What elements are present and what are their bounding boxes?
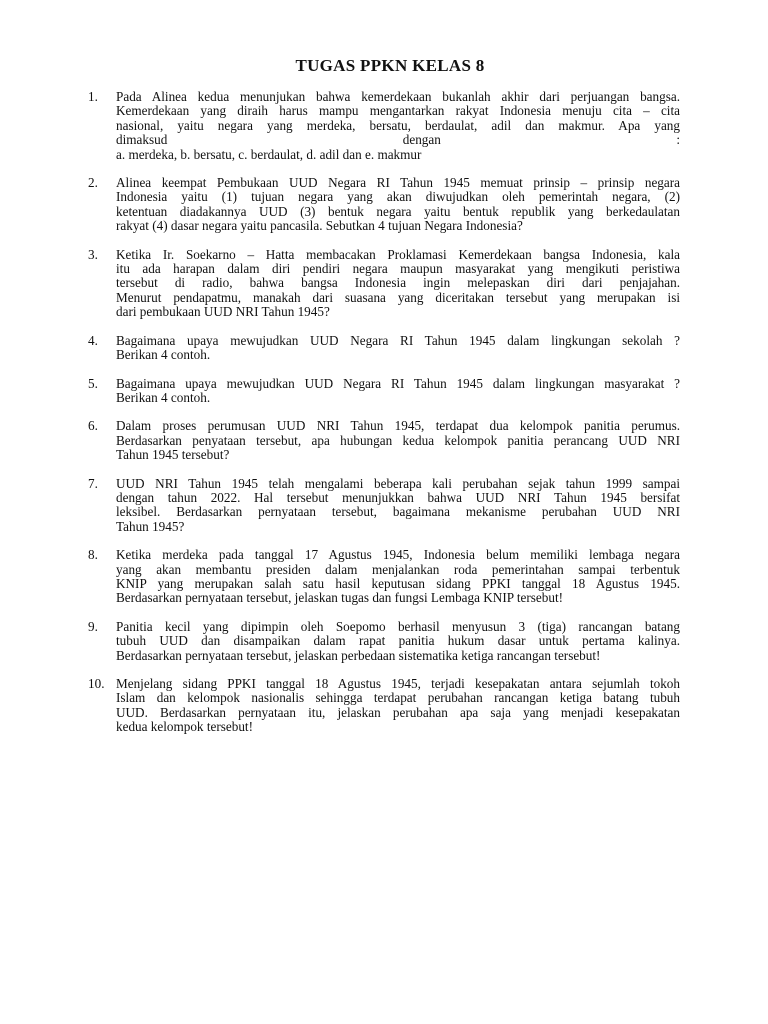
question-line: Panitia kecil yang dipimpin oleh Soepomo berhasil menyusun 3 (tiga) rancangan batang (116, 619, 680, 634)
question-item-3 (88, 248, 680, 320)
question-line: dengan tahun 2022. Hal tersebut menunjukkan bahwa UUD NRI Tahun 1945 bersifat (116, 490, 680, 505)
question-line: Indonesia yaitu (1) tujuan negara yang akan diwujudkan oleh pemerintah negara, (2) (116, 190, 680, 205)
question-line: Tahun 1945 tersebut? (116, 448, 230, 463)
question-number: 2. (88, 175, 98, 191)
question-item-9 (88, 620, 680, 663)
question-line: Berikan 4 contoh. (116, 348, 211, 363)
question-line: Ketika merdeka pada tanggal 17 Agustus 1945, Indonesia belum memiliki lembaga negara (116, 548, 680, 563)
question-line: Menjelang sidang PPKI tanggal 18 Agustus 1945, terjadi kesepakatan antara sejumlah tokoh (116, 677, 680, 691)
question-line: rakyat (4) dasar negara yaitu pancasila. Sebutkan 4 tujuan Negara Indonesia? (116, 219, 523, 234)
question-line: yang akan membantu presiden dalam menjalankan roda pemerintahan sampai terbentuk (116, 562, 680, 577)
question-text (116, 419, 680, 462)
question-number: 7. (88, 475, 98, 491)
question-number: 1. (88, 89, 98, 104)
question-line: ketentuan diadakannya UUD (3) bentuk negara yaitu bentuk republik yang berkedaulatan (116, 204, 680, 219)
question-line: tersebut di radio, bahwa bangsa Indonesia ingin melepaskan diri dari penjajahan. (116, 276, 680, 291)
question-line: nasional, yaitu negara yang merdeka, bersatu, berdaulat, adil dan makmur. Apa yang (116, 118, 680, 133)
question-line: Berdasarkan pernyataan tersebut, jelaskan tugas dan fungsi Lembaga KNIP tersebut! (116, 591, 563, 606)
question-line: Berdasarkan penyataan tersebut, apa hubungan kedua kelompok panitia perancang UUD NRI (116, 433, 680, 448)
question-number: 5. (88, 375, 98, 391)
question-number: 3. (88, 246, 98, 262)
question-line: UUD. Berdasarkan pernyataan itu, jelaskan perubahan apa saja yang menjadi kesepakatan (116, 705, 680, 720)
question-item-6 (88, 419, 680, 462)
question-line: leksibel. Berdasarkan pernyataan tersebut, bagaimana mekanisme perubahan UUD NRI (116, 505, 680, 520)
question-text (116, 477, 680, 535)
question-line: kedua kelompok tersebut! (116, 720, 253, 735)
question-item-2 (88, 176, 680, 234)
question-number: 8. (88, 547, 98, 563)
question-line: Pada Alinea kedua menunjukan bahwa kemerdekaan bukanlah akhir dari perjuangan bangsa. (116, 90, 680, 104)
question-line: Kemerdekaan yang diraih harus mampu mengantarkan rakyat Indonesia menuju cita – cita (116, 104, 680, 119)
question-line: Berikan 4 contoh. (116, 390, 211, 405)
question-line: UUD NRI Tahun 1945 telah mengalami beberapa kali perubahan sejak tahun 1999 sampai (116, 476, 680, 491)
question-item-7 (88, 477, 680, 535)
question-text (116, 248, 680, 320)
document-title: TUGAS PPKN KELAS 8 (295, 56, 485, 75)
question-item-10 (88, 677, 680, 735)
question-line: Bagaimana upaya mewujudkan UUD Negara RI Tahun 1945 dalam lingkungan sekolah ? (116, 333, 680, 348)
question-item-1 (88, 90, 680, 162)
question-line: Islam dan kelompok nasionalis sehingga terdapat perubahan rancangan ketiga batang tubuh (116, 691, 680, 706)
question-line: KNIP yang merupakan salah satu hasil keputusan sidang PPKI tanggal 18 Agustus 1945. (116, 576, 680, 591)
question-text (116, 620, 680, 663)
question-text (116, 548, 680, 606)
question-number: 4. (88, 332, 98, 348)
question-line: Dalam proses perumusan UUD NRI Tahun 1945, terdapat dua kelompok panitia perumus. (116, 419, 680, 434)
question-line: itu ada harapan dalam diri pendiri negara maupun masyarakat yang mengikuti peristiwa (116, 262, 680, 277)
question-number: 6. (88, 418, 98, 434)
question-line: Tahun 1945? (116, 519, 185, 534)
question-line: a. merdeka, b. bersatu, c. berdaulat, d. adil dan e. makmur (116, 147, 422, 162)
question-text (116, 677, 680, 735)
question-text (116, 377, 680, 406)
question-text (116, 334, 680, 363)
question-number: 9. (88, 618, 98, 634)
question-list (88, 90, 680, 735)
question-line: tubuh UUD dan disampaikan dalam rapat panitia hukum dasar untuk pertama kalinya. (116, 634, 680, 649)
question-line: dari pembukaan UUD NRI Tahun 1945? (116, 305, 330, 320)
question-text (116, 176, 680, 234)
question-text (116, 90, 680, 162)
question-line: Bagaimana upaya mewujudkan UUD Negara RI Tahun 1945 dalam lingkungan masyarakat ? (116, 376, 680, 391)
question-number: 10. (88, 676, 105, 691)
question-line: Alinea keempat Pembukaan UUD Negara RI Tahun 1945 memuat prinsip – prinsip negara (116, 176, 680, 191)
question-item-5 (88, 377, 680, 406)
question-line: Ketika Ir. Soekarno – Hatta membacakan Proklamasi Kemerdekaan bangsa Indonesia, kala (116, 247, 680, 262)
question-item-4 (88, 334, 680, 363)
question-item-8 (88, 548, 680, 606)
question-line: dimaksud dengan : (116, 133, 680, 148)
question-line: Berdasarkan pernyataan tersebut, jelaskan perbedaan sistematika ketiga rancangan tersebut! (116, 648, 601, 663)
question-line: Menurut pendapatmu, manakah dari suasana yang diceritakan tersebut yang merupakan isi (116, 290, 680, 305)
